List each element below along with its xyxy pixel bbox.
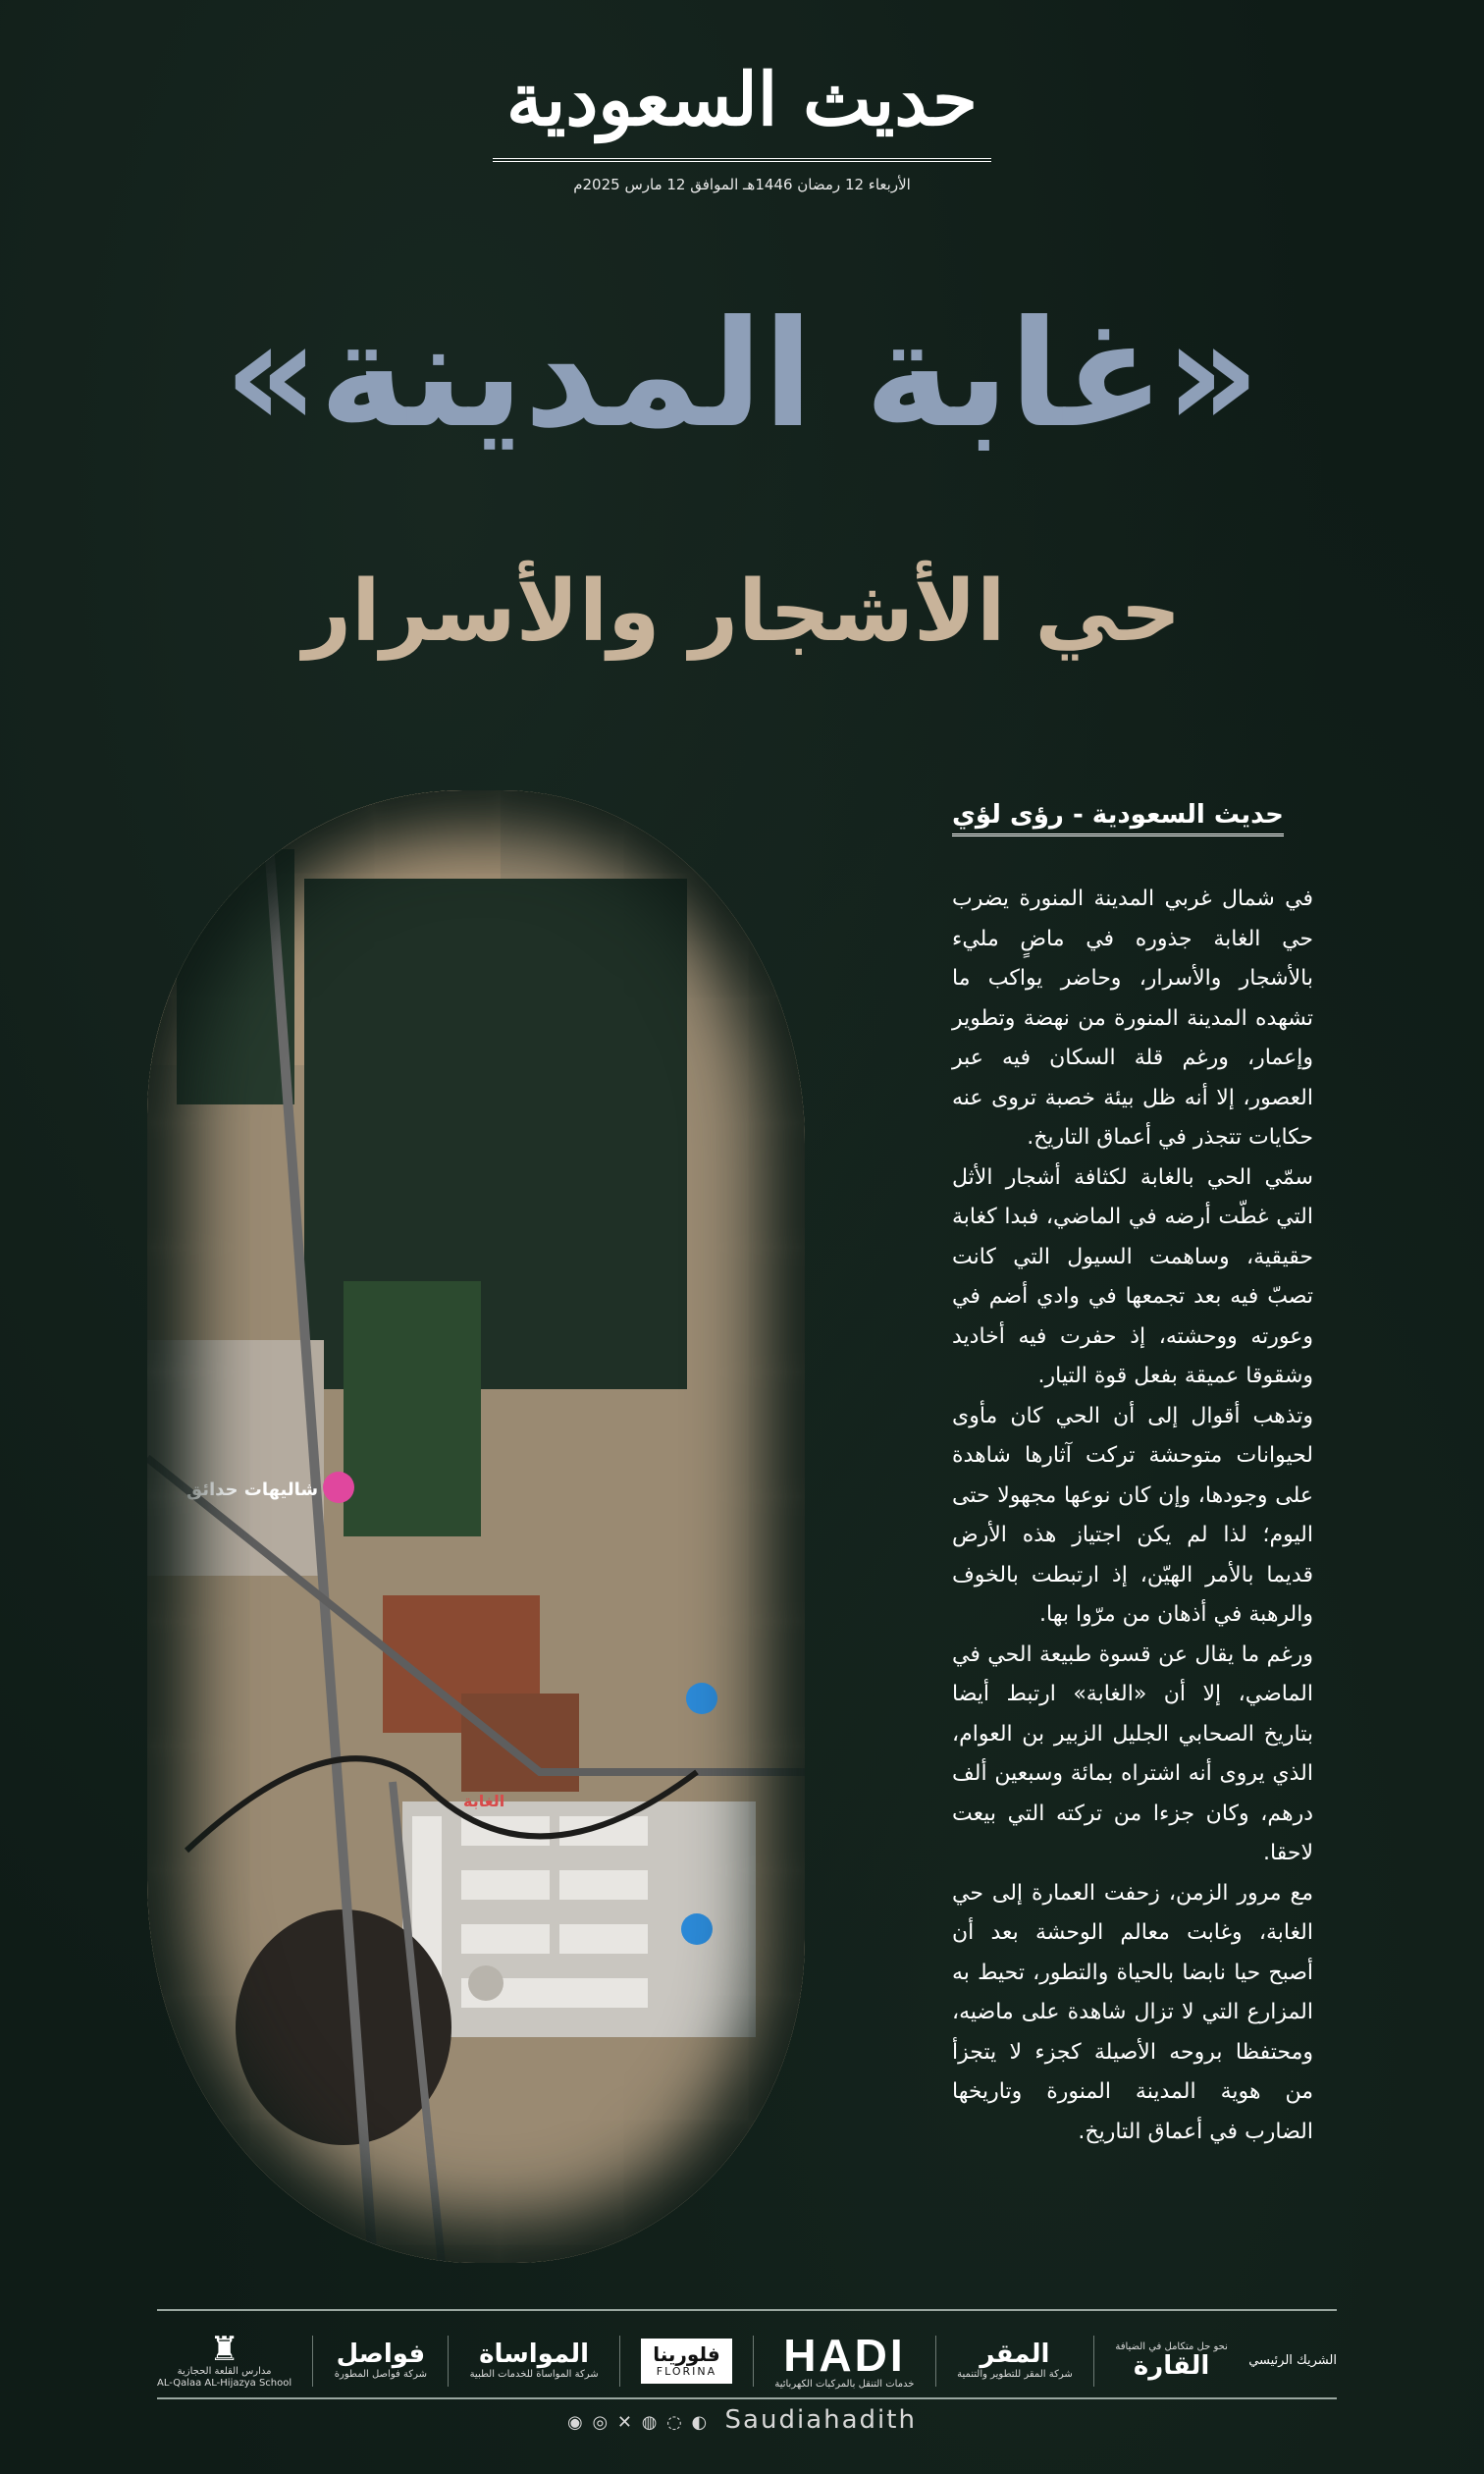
sponsor-almowasat[interactable]	[470, 2341, 599, 2380]
sponsor-alqalaa-latin: AL-Qalaa AL-Hijazya School	[157, 2378, 292, 2389]
sponsor-divider	[1093, 2336, 1094, 2387]
sponsor-almaqar[interactable]	[957, 2341, 1073, 2380]
article-paragraph: مع مرور الزمن، زحفت العمارة إلى حي الغابة، وغابت معالم الوحشة بعد أن أصبح حيا نابضا بالحياة والتطور، تحيط به المزارع التي لا تزال شاهدة على ماضيه، ومحتفظا بروحه الأصيلة كجزء لا يتجزأ من هوية المدينة المنورة وتاريخها الضارب في أعماق التاريخ.	[952, 1880, 1313, 2144]
sponsor-hadi-tagline: خدمات التنقل بالمركبات الكهربائية	[774, 2379, 915, 2391]
sponsor-fawasel[interactable]	[335, 2341, 427, 2380]
sponsor-almowasat-tagline: شركة المواساة للخدمات الطبية	[469, 2368, 599, 2380]
subtitle: حي الأشجار والأسرار	[302, 563, 1182, 661]
sponsor-divider	[312, 2336, 313, 2387]
map-label-ghaba: الغابة	[463, 1792, 505, 1810]
footer-top-rule	[157, 2309, 1337, 2311]
dateline: الأربعاء 12 رمضان 1446هـ الموافق 12 مارس 2025م	[573, 176, 911, 194]
sponsor-label	[1248, 2353, 1337, 2369]
map-label-chalet: شاليهات حدائق	[186, 1479, 319, 1500]
social-icons[interactable]: ◉ ◎ ✕ ◍ ◌ ◐	[567, 2412, 710, 2433]
sponsor-divider	[753, 2336, 754, 2387]
article-paragraph: ورغم ما يقال عن قسوة طبيعة الحي في الماضي، إلا أن «الغابة» ارتبط أيضا بتاريخ الصحابي الجليل الزبير بن العوام، الذي يروى أنه اشتراه بمائة وسبعين ألف درهم، وكان جزءا من تركته التي بيعت لاحقا.	[952, 1641, 1313, 1865]
castle-icon: ♜	[209, 2330, 239, 2369]
sponsor-florina-latin: FLORINA	[656, 2364, 717, 2378]
byline	[952, 800, 1313, 842]
sponsor-divider	[448, 2336, 449, 2387]
masthead	[0, 58, 1484, 194]
sponsor-hadi-name: HADI	[783, 2329, 906, 2381]
main-partner-label: الشريك الرئيسي	[1248, 2353, 1337, 2369]
footer-bottom-rule	[157, 2397, 1337, 2399]
sponsor-alqalaa-name: مدارس القلعة الحجازية	[177, 2366, 272, 2377]
social-bar	[0, 2405, 1484, 2435]
sponsor-bar	[157, 2322, 1337, 2400]
article-paragraph: في شمال غربي المدينة المنورة يضرب حي الغابة جذوره في ماضٍ مليء بالأشجار والأسرار، وحاضر يواكب ما تشهده المدينة المنورة من نهضة وتطوير وإعمار، ورغم قلة السكان فيه عبر العصور، إلا أنه ظل بيئة خصبة تروى عنه حكايات تتجذر في أعماق التاريخ.	[952, 887, 1313, 1150]
sponsor-almaqar-tagline: شركة المقر للتطوير والتنمية	[957, 2368, 1073, 2380]
sponsor-divider	[935, 2336, 936, 2387]
sponsor-divider	[619, 2336, 620, 2387]
sponsor-alqara-name: القارة	[1133, 2351, 1210, 2382]
byline-text: حديث السعودية - رؤى لؤي	[952, 800, 1284, 836]
sponsor-fawasel-tagline: شركة فواصل المطورة	[334, 2368, 427, 2380]
sponsor-almowasat-name: المواساة	[479, 2340, 590, 2370]
article-paragraph: سمّي الحي بالغابة لكثافة أشجار الأثل التي غطّت أرضه في الماضي، فبدا كغابة حقيقية، وساهمت السيول التي كانت تصبّ فيه بعد تجمعها في وادي أضم في وعورته ووحشته، إذ حفرت فيه أخاديد وشقوقا عميقة بفعل قوة التيار.	[952, 1164, 1313, 1388]
sponsor-alqara[interactable]	[1115, 2341, 1228, 2380]
brand-logo: حديث السعودية	[493, 61, 991, 162]
satellite-map	[147, 790, 805, 2263]
article-paragraph: وتذهب أقوال إلى أن الحي كان مأوى لحيوانات متوحشة تركت آثارها شاهدة على وجودها، وإن كان نوعها مجهولا حتى اليوم؛ لذا لم يكن اجتياز هذه الأرض قديما بالأمر الهيّن، إذ ارتبطت بالخوف والرهبة في أذهان من مرّوا بها.	[952, 1403, 1313, 1627]
sponsor-florina[interactable]	[641, 2339, 732, 2384]
sponsor-florina-name: فلورينا	[653, 2341, 720, 2366]
main-title: «غابة المدينة»	[224, 290, 1260, 460]
sponsor-alqara-tagline: نحو حل متكامل في الضيافة	[1115, 2341, 1228, 2353]
sponsor-fawasel-name: فواصل	[336, 2340, 426, 2370]
map-graphic	[147, 790, 805, 2263]
sponsor-alqalaa[interactable]	[157, 2330, 292, 2390]
social-handle[interactable]: Saudiahadith	[724, 2405, 917, 2435]
sponsor-hadi[interactable]	[774, 2329, 915, 2391]
article	[952, 800, 1313, 2152]
sponsor-almaqar-name: المقر	[980, 2340, 1050, 2370]
